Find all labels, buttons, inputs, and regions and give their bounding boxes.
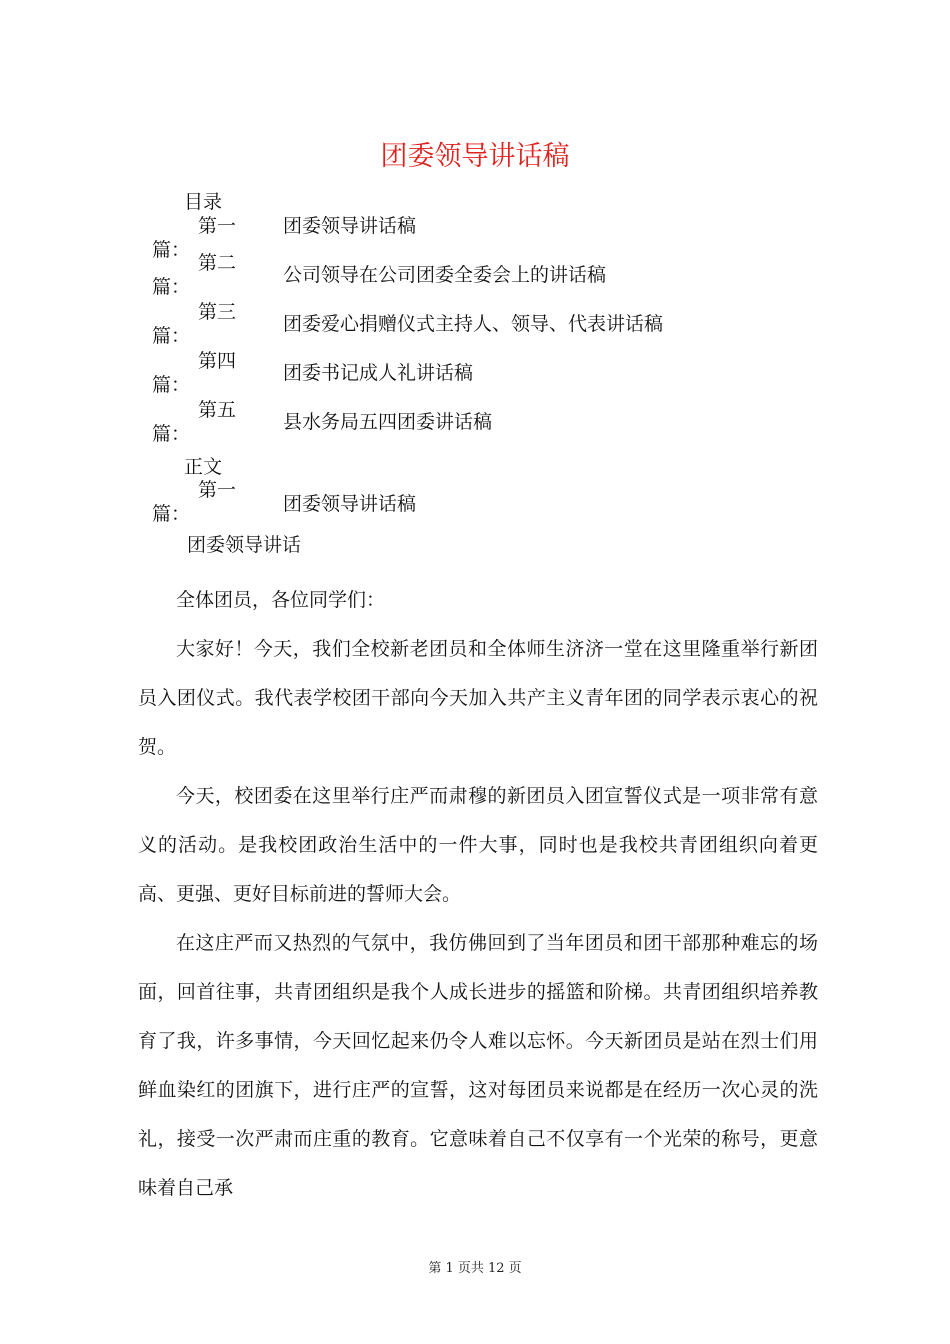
toc-item-title: 团委爱心捐赠仪式主持人、领导、代表讲话稿: [283, 313, 664, 335]
toc-item-number: 第四: [198, 350, 237, 372]
toc-item-number: 第三: [198, 301, 237, 323]
body-paragraph: 今天，校团委在这里举行庄严而肃穆的新团员入团宣誓仪式是一项非常有意义的活动。是我校团政治生活中的一件大事，同时也是我校共青团组织向着更高、更强、更好目标前进的誓师大会。: [138, 785, 818, 905]
toc-item-suffix: 篇：: [152, 423, 191, 445]
toc-heading: 目录: [184, 191, 223, 213]
body-paragraph: 大家好！今天，我们全校新老团员和全体师生济济一堂在这里隆重举行新团员入团仪式。我代表学校团干部向今天加入共产主义青年团的同学表示衷心的祝贺。: [138, 638, 818, 758]
toc-item-title: 团委领导讲话稿: [283, 215, 417, 237]
toc-item-suffix: 篇：: [152, 239, 191, 261]
toc-item-suffix: 篇：: [152, 374, 191, 396]
body-paragraph: 在这庄严而又热烈的气氛中，我仿佛回到了当年团员和团干部那种难忘的场面，回首往事，共青团组织是我个人成长进步的摇篮和阶梯。共青团组织培养教育了我，许多事情，今天回忆起来仍令人难以忘怀。今天新团员是站在烈士们用鲜血染红的团旗下，进行庄严的宣誓，这对每团员来说都是在经历一次心灵的洗礼，接受一次严肃而庄重的教育。它意味着自己不仅享有一个光荣的称号，更意味着自己承: [138, 932, 818, 1199]
speech-subheading: 团委领导讲话: [187, 534, 302, 556]
document-title: 团委领导讲话稿: [380, 141, 570, 172]
toc-item-number: 第一: [198, 215, 237, 237]
toc-item-title: 县水务局五四团委讲话稿: [283, 411, 493, 433]
toc-item-title: 团委书记成人礼讲话稿: [283, 362, 474, 384]
main-item-title: 团委领导讲话稿: [283, 493, 417, 515]
toc-item-suffix: 篇：: [152, 276, 191, 298]
toc-item-title: 公司领导在公司团委全委会上的讲话稿: [283, 264, 607, 286]
toc-item-number: 第二: [198, 252, 237, 274]
main-heading: 正文: [184, 456, 223, 478]
toc-item-suffix: 篇：: [152, 325, 191, 347]
page-footer: 第 1 页共 12 页: [428, 1261, 522, 1276]
main-item-suffix: 篇：: [152, 503, 191, 525]
body-text: [138, 576, 818, 1213]
main-item-number: 第一: [198, 479, 237, 501]
body-paragraph: 全体团员，各位同学们：: [176, 589, 386, 611]
toc-item-number: 第五: [198, 399, 237, 421]
